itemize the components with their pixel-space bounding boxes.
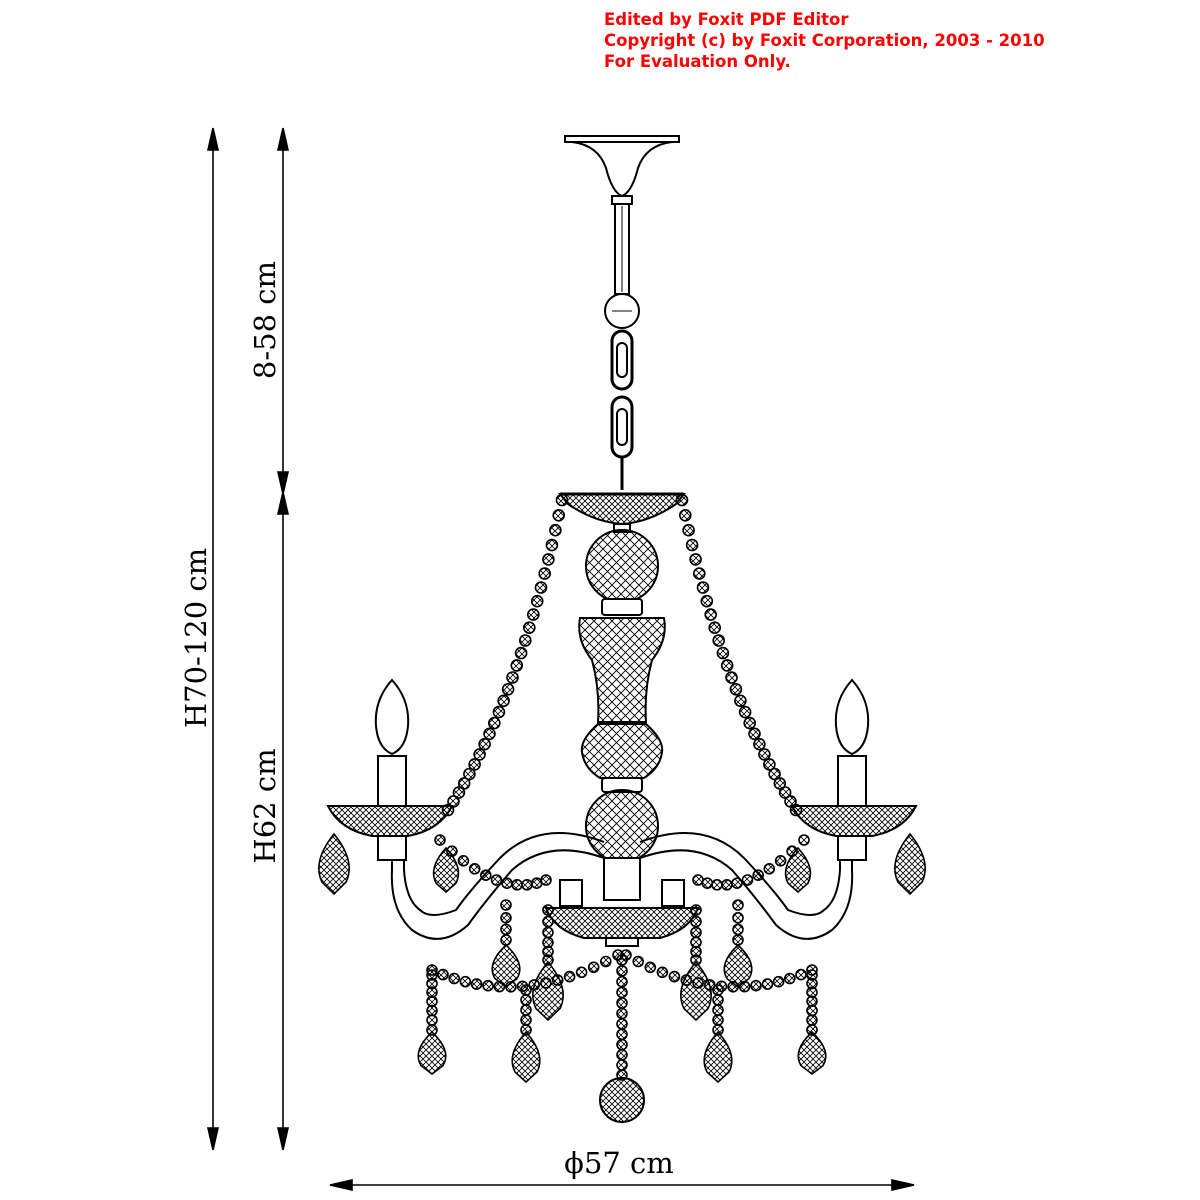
crystal-bead <box>443 805 454 816</box>
left-candle <box>376 680 408 806</box>
diameter-right-arrow <box>892 1180 914 1190</box>
crystal-bead <box>713 635 724 646</box>
crystal-bead <box>589 962 599 972</box>
crystal-bead <box>521 1005 531 1015</box>
crystal-bead <box>617 1029 627 1039</box>
crystal-bead <box>521 995 531 1005</box>
crystal-bead <box>807 1006 817 1016</box>
crystal-bead <box>541 875 551 885</box>
total-height-top-arrow <box>208 128 218 150</box>
crystal-bead <box>601 957 611 967</box>
crystal-bead <box>565 972 575 982</box>
right-candle <box>836 680 868 806</box>
crystal-bead <box>705 609 716 620</box>
crystal-bead <box>577 967 587 977</box>
chandelier <box>319 136 925 1122</box>
crystal-bead <box>617 1019 627 1029</box>
crystal-bead <box>543 917 553 927</box>
crystal-bead <box>754 739 765 750</box>
crystal-bead <box>522 880 532 890</box>
crystal-bead <box>713 1005 723 1015</box>
crystal-bead <box>501 924 511 934</box>
crystal-bead <box>713 995 723 1005</box>
crystal-bead <box>481 870 491 880</box>
crystal-bead <box>645 962 655 972</box>
crystal-bead <box>735 695 746 706</box>
crystal-bead <box>712 880 722 890</box>
crystal-bead <box>458 856 468 866</box>
crystal-bead <box>733 900 743 910</box>
suspension-rod <box>615 204 629 294</box>
crystal-pendant <box>798 1032 826 1074</box>
crystal-bead <box>617 955 627 965</box>
crystal-pendant <box>418 1032 446 1074</box>
crystal-pendant <box>492 945 520 987</box>
crystal-bead <box>669 972 679 982</box>
crystal-bead <box>762 979 772 989</box>
crystal-bead <box>751 981 761 991</box>
crystal-bead <box>791 805 802 816</box>
crystal-bead <box>722 660 733 671</box>
crystal-bead <box>687 540 698 551</box>
crystal-bead <box>492 875 502 885</box>
crystal-pendant <box>704 1032 732 1082</box>
crystal-bead <box>749 728 760 739</box>
suspension-chain <box>605 294 639 490</box>
crystal-bead <box>536 582 547 593</box>
body-height-label: H62 cm <box>248 748 282 864</box>
crystal-bead <box>753 870 763 880</box>
crystal-bead <box>693 875 703 885</box>
crystal-bead <box>484 728 495 739</box>
crystal-bead <box>807 1015 817 1025</box>
crystal-bead <box>744 718 755 729</box>
crystal-bead <box>726 672 737 683</box>
crystal-bead <box>702 878 712 888</box>
crystal-bead <box>543 905 553 915</box>
crystal-bead <box>698 582 709 593</box>
crystal-bead <box>435 835 445 845</box>
crystal-bead <box>521 1015 531 1025</box>
crystal-pendant <box>512 1032 540 1082</box>
crystal-bead <box>479 739 490 750</box>
crystal-bead <box>532 596 543 607</box>
watermark-line-evaluation: For Evaluation Only. <box>604 52 791 71</box>
body-height-bottom-arrow <box>278 1128 288 1150</box>
left-candle-cup <box>328 806 452 860</box>
crystal-bead <box>796 970 806 980</box>
diameter-left-arrow <box>330 1180 352 1190</box>
crystal-bead <box>785 974 795 984</box>
crystal-bead <box>460 977 470 987</box>
crystal-pendant <box>681 962 711 1020</box>
crystal-bead <box>617 987 627 997</box>
crystal-bead <box>694 568 705 579</box>
crystal-bead <box>532 878 542 888</box>
crystal-bead <box>550 525 561 536</box>
crystal-bead <box>617 998 627 1008</box>
crystal-pendant <box>319 834 349 894</box>
crystal-bead <box>722 880 732 890</box>
crystal-bead <box>799 835 809 845</box>
crystal-bead <box>690 554 701 565</box>
crystal-bead <box>543 554 554 565</box>
crystal-bead <box>776 856 786 866</box>
right-candle-cup <box>792 806 916 860</box>
crystal-bead <box>677 495 688 506</box>
crystal-bead <box>740 707 751 718</box>
chain-length-bottom-arrow <box>278 472 288 494</box>
crystal-bead <box>543 927 553 937</box>
crystal-bead <box>617 966 627 976</box>
crystal-bead <box>503 684 514 695</box>
diameter-label: ϕ57 cm <box>564 1146 674 1180</box>
crystal-pendant <box>533 962 563 1020</box>
crystal-bead <box>774 977 784 987</box>
crystal-bead <box>717 648 728 659</box>
ceiling-canopy <box>565 136 679 204</box>
crystal-bead <box>709 622 720 633</box>
crystal-bead <box>493 707 504 718</box>
crystal-bead <box>546 540 557 551</box>
crystal-bead <box>557 495 568 506</box>
crystal-bead <box>732 878 742 888</box>
crystal-bead <box>472 979 482 989</box>
crystal-bead <box>617 1060 627 1070</box>
crystal-bead <box>617 977 627 987</box>
crystal-bead <box>524 622 535 633</box>
crystal-bead <box>764 864 774 874</box>
crystal-bead <box>516 648 527 659</box>
crystal-bead <box>507 672 518 683</box>
crystal-bead <box>680 510 691 521</box>
crystal-pendant <box>724 945 752 987</box>
crystal-bead <box>733 913 743 923</box>
crystal-bead <box>521 985 531 995</box>
crystal-bead <box>713 985 723 995</box>
crystal-bead <box>730 684 741 695</box>
crystal-bead <box>617 1050 627 1060</box>
crystal-bead <box>743 875 753 885</box>
crystal-bead <box>657 967 667 977</box>
crystal-bead <box>501 913 511 923</box>
watermark-line-editor: Edited by Foxit PDF Editor <box>604 10 849 29</box>
crystal-bead <box>489 718 500 729</box>
watermark-line-copyright: Copyright (c) by Foxit Corporation, 2003 - 2010 <box>604 31 1045 50</box>
crystal-bead <box>501 900 511 910</box>
crystal-bead <box>483 981 493 991</box>
chain-length-label: 8-58 cm <box>248 260 282 380</box>
crystal-bead <box>520 635 531 646</box>
total-height-bottom-arrow <box>208 1128 218 1150</box>
crystal-bead <box>449 974 459 984</box>
crystal-bead <box>691 927 701 937</box>
crystal-bead <box>633 957 643 967</box>
crystal-bead <box>553 510 564 521</box>
crystal-bead <box>438 970 448 980</box>
crystal-bead <box>691 917 701 927</box>
crystal-bead <box>701 596 712 607</box>
crystal-bead <box>733 924 743 934</box>
crystal-pendant <box>895 834 925 894</box>
crystal-bead <box>528 609 539 620</box>
crystal-bead <box>733 935 743 945</box>
crystal-bead <box>511 660 522 671</box>
chain-length-top-arrow <box>278 128 288 150</box>
crystal-bead <box>617 1009 627 1019</box>
bottom-ball-pendant <box>600 1078 644 1122</box>
crystal-bead <box>691 905 701 915</box>
body-height-top-arrow <box>278 492 288 514</box>
crystal-bead <box>427 1015 437 1025</box>
top-crown <box>560 494 684 524</box>
crystal-bead <box>617 1040 627 1050</box>
crystal-bead <box>498 695 509 706</box>
crystal-bead <box>512 880 522 890</box>
crystal-bead <box>539 568 550 579</box>
crystal-bead <box>470 864 480 874</box>
total-height-label: H70-120 cm <box>179 547 213 729</box>
crystal-bead <box>501 935 511 945</box>
crystal-bead <box>683 525 694 536</box>
crystal-bead <box>502 878 512 888</box>
crystal-bead <box>427 1006 437 1016</box>
central-stem <box>579 524 665 900</box>
crystal-bead <box>713 1015 723 1025</box>
